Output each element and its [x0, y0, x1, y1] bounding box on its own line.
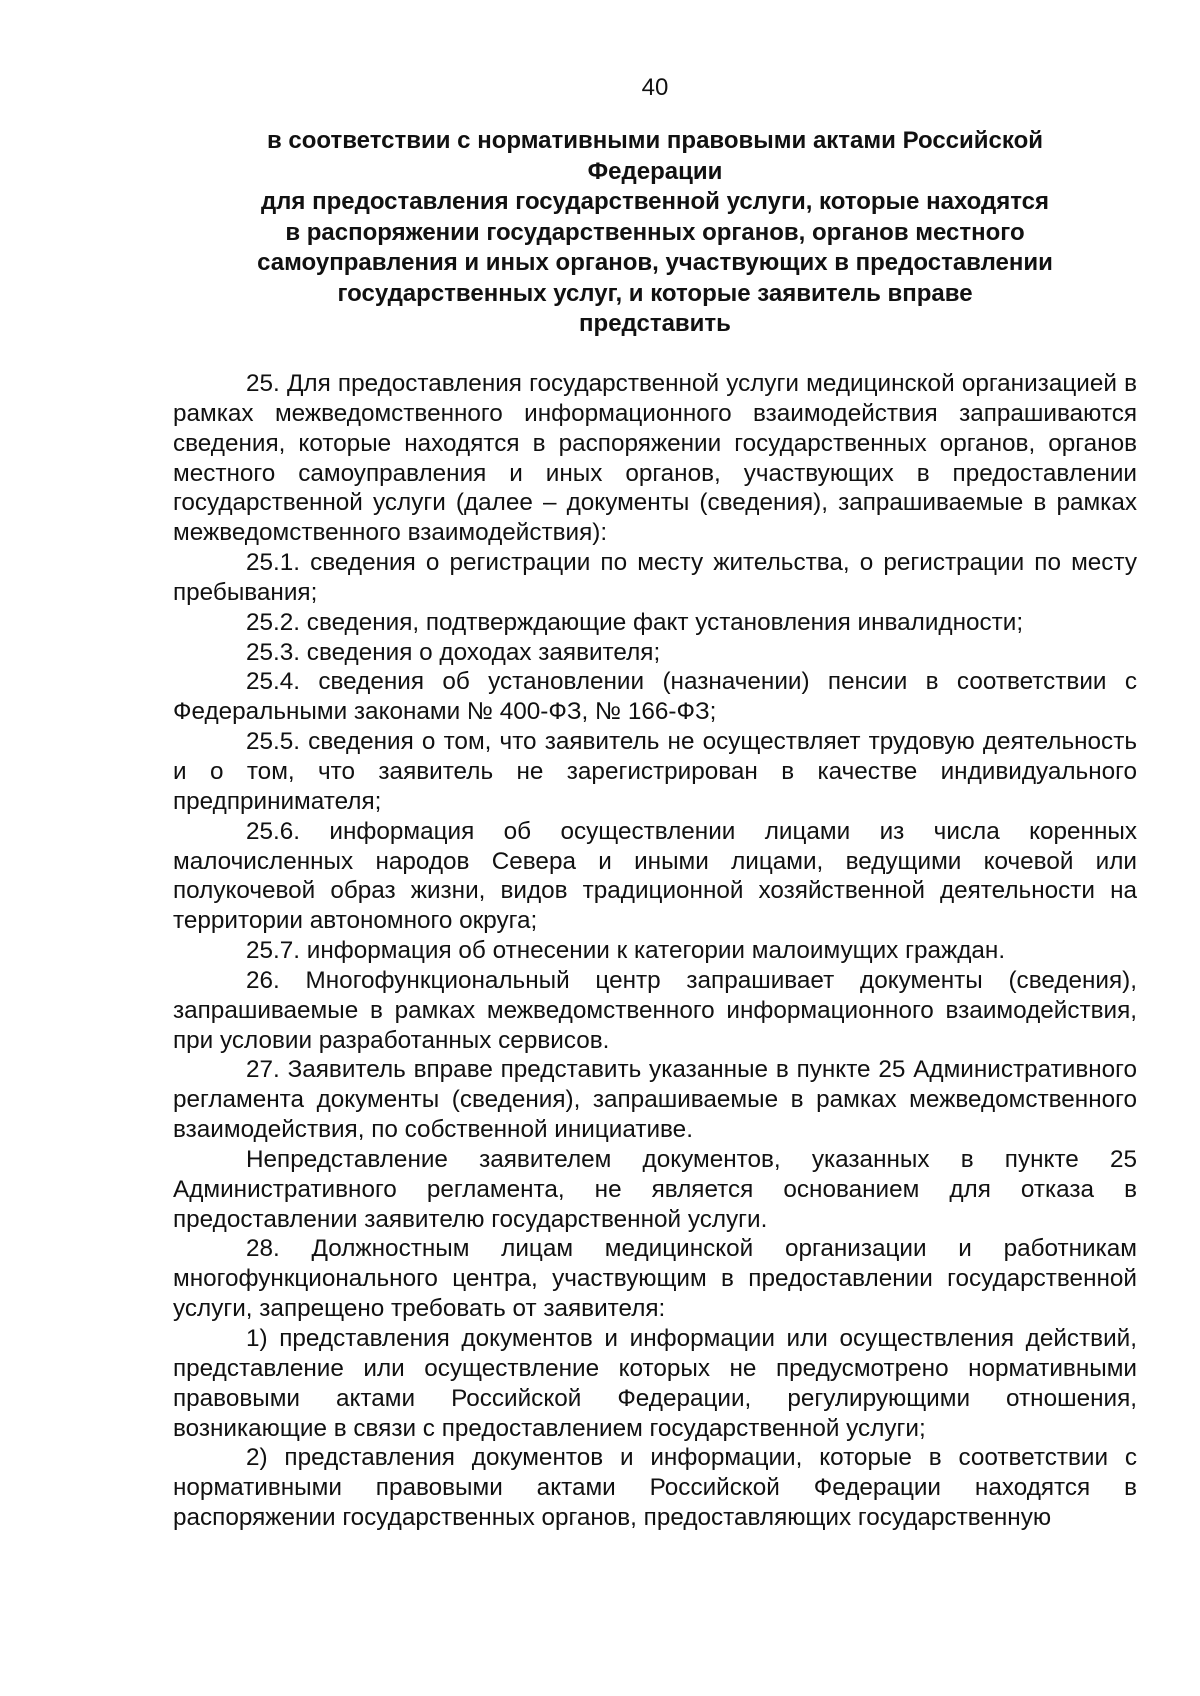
heading-line: в соответствии с нормативными правовыми актами Российской: [267, 127, 1043, 154]
paragraph: 25.6. информация об осуществлении лицами из числа коренных малочисленных народов Севера и иными лицами, ведущими кочевой или полукочевой образ жизни, видов традиционной хозяйственной деятельности на территории автономного округа;: [173, 817, 1137, 935]
heading-line: представить: [579, 310, 731, 337]
body-text: [173, 369, 1137, 1533]
paragraph: 25. Для предоставления государственной услуги медицинской организацией в рамках межведомственного информационного взаимодействия запрашиваются сведения, которые находятся в распоряжении государственных органов, органов местного самоуправления и иных органов, участвующих в предоставлении государственной услуги (далее – документы (сведения), запрашиваемые в рамках межведомственного взаимодействия):: [173, 370, 1137, 547]
heading-line: государственных услуг, и которые заявитель вправе: [337, 279, 973, 307]
paragraph: 25.3. сведения о доходах заявителя;: [246, 638, 661, 666]
paragraph: 25.4. сведения об установлении (назначении) пенсии в соответствии с Федеральными законами № 400-ФЗ, № 166-ФЗ;: [173, 668, 1137, 726]
heading-line: самоуправления и иных органов, участвующих в предоставлении: [257, 249, 1053, 276]
paragraph: 25.7. информация об отнесении к категории малоимущих граждан.: [246, 937, 1006, 965]
paragraph: 26. Многофункциональный центр запрашивает документы (сведения), запрашиваемые в рамках межведомственного информационного взаимодействия, при условии разработанных сервисов.: [173, 966, 1137, 1054]
paragraph: 1) представления документов и информации или осуществления действий, представление или осуществление которых не предусмотрено нормативными правовыми актами Российской Федерации, регулирующими отношения, возникающие в связи с предоставлением государственной услуги;: [173, 1325, 1137, 1442]
heading-line: для предоставления государственной услуги, которые находятся: [260, 188, 1050, 215]
paragraph: 25.5. сведения о том, что заявитель не осуществляет трудовую деятельность и о том, что заявитель не зарегистрирован в качестве индивидуального предпринимателя;: [173, 728, 1137, 815]
paragraph: 28. Должностным лицам медицинской организации и работникам многофункционального центра, участвующим в предоставлении государственной услуги, запрещено требовать от заявителя:: [173, 1235, 1137, 1323]
page-number: 40: [641, 74, 669, 101]
paragraph: 27. Заявитель вправе представить указанные в пункте 25 Административного регламента документы (сведения), запрашиваемые в рамках межведомственного взаимодействия, по собственной инициативе.: [173, 1056, 1137, 1144]
paragraph: 2) представления документов и информации, которые в соответствии с нормативными правовыми актами Российской Федерации находятся в распоряжении государственных органов, предоставляющих государственную: [173, 1444, 1137, 1532]
paragraph: Непредставление заявителем документов, указанных в пункте 25 Административного регламента, не является основанием для отказа в предоставлении заявителю государственной услуги.: [173, 1145, 1137, 1233]
section-heading: [173, 126, 1137, 340]
heading-line: Федерации: [587, 157, 723, 185]
paragraph: 25.1. сведения о регистрации по месту жительства, о регистрации по месту пребывания;: [173, 549, 1137, 606]
paragraph: 25.2. сведения, подтверждающие факт установления инвалидности;: [246, 608, 1024, 636]
heading-line: в распоряжении государственных органов, органов местного: [285, 218, 1025, 246]
